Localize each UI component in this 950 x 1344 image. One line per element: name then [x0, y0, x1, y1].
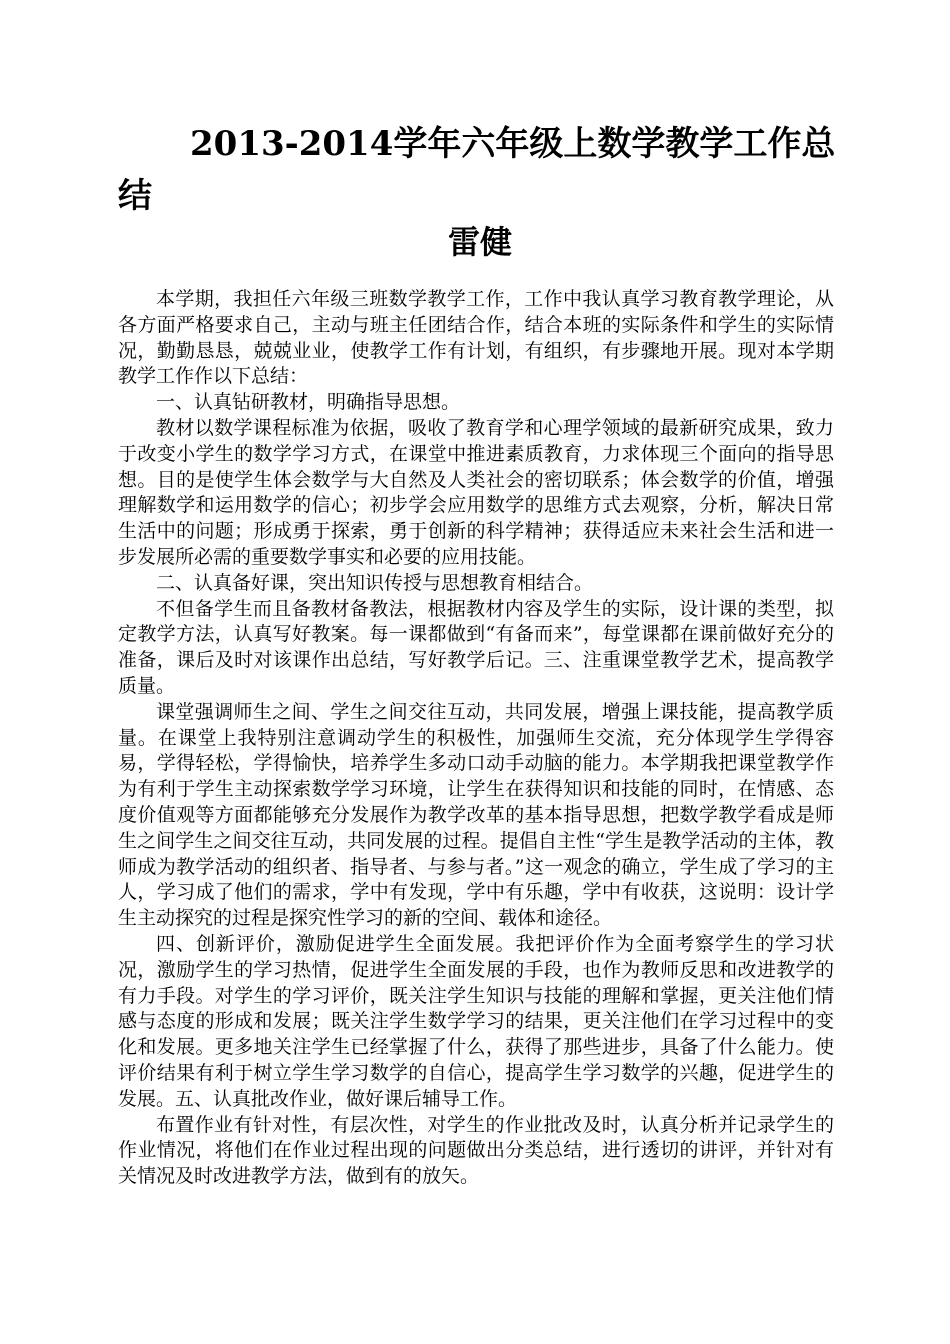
document-title: 2013-2014学年六年级上数学教学工作总结	[118, 124, 836, 216]
paragraph-section-4: 四、创新评价，激励促进学生全面发展。我把评价作为全面考察学生的学习状况，激励学生的学习热情，促进学生全面发展的手段，也作为教师反思和改进教学的有力手段。对学生的学习评价，既关注学生知识与技能的理解和掌握，更关注他们情感与态度的形成和发展；既关注学生数学学习的结果，更关注他们在学习过程中的变化和发展。更多地关注学生已经掌握了什么，获得了那些进步，具备了什么能力。使评价结果有利于树立学生学习数学的自信心，提高学生学习数学的兴趣，促进学生的发展。五、认真批改作业，做好课后辅导工作。	[118, 932, 834, 1110]
document-body	[118, 287, 834, 1190]
paragraph-section-3: 课堂强调师生之间、学生之间交往互动，共同发展，增强上课技能，提高教学质量。在课堂上我特别注意调动学生的积极性，加强师生交流，充分体现学生学得容易，学得轻松，学得愉快，培养学生多动口动手动脑的能力。本学期我把课堂教学作为有利于学生主动探索数学学习环境，让学生在获得知识和技能的同时，在情感、态度价值观等方面都能够充分发展作为教学改革的基本指导思想，把数学教学看成是师生之间学生之间交往互动，共同发展的过程。提倡自主性“学生是教学活动的主体，教师成为教学活动的组织者、指导者、与参与者。”这一观念的确立，学生成了学习的主人，学习成了他们的需求，学中有发现，学中有乐趣，学中有收获，这说明：设计学生主动探究的过程是探究性学习的新的空间、载体和途径。	[118, 700, 834, 930]
paragraph-section-5: 布置作业有针对性，有层次性，对学生的作业批改及时，认真分析并记录学生的作业情况，将他们在作业过程出现的问题做出分类总结，进行透切的讲评，并针对有关情况及时改进教学方法，做到有的放矢。	[118, 1113, 834, 1188]
paragraph-intro: 本学期，我担任六年级三班数学教学工作，工作中我认真学习教育教学理论，从各方面严格要求自己，主动与班主任团结合作，结合本班的实际条件和学生的实际情况，勤勤恳恳，兢兢业业，使教学工作有计划，有组织，有步骤地开展。现对本学期教学工作作以下总结：	[118, 288, 834, 388]
paragraph-section-2: 不但备学生而且备教材备教法，根据教材内容及学生的实际，设计课的类型，拟定教学方法，认真写好教案。每一课都做到“有备而来”，每堂课都在课前做好充分的准备，课后及时对该课作出总结，写好教学后记。三、注重课堂教学艺术，提高教学质量。	[118, 597, 834, 697]
paragraph-section-1: 教材以数学课程标准为依据，吸收了教育学和心理学领域的最新研究成果，致力于改变小学生的数学学习方式，在课堂中推进素质教育，力求体现三个面向的指导思想。目的是使学生体会数学与大自然及人类社会的密切联系；体会数学的价值，增强理解数学和运用数学的信心；初步学会应用数学的思维方式去观察，分析，解决日常生活中的问题；形成勇于探索，勇于创新的科学精神；获得适应未来社会生活和进一步发展所必需的重要数学事实和必要的应用技能。	[118, 416, 834, 568]
document-author: 雷健	[447, 223, 512, 261]
section-heading-1: 一、认真钻研教材，明确指导思想。	[156, 391, 461, 414]
section-heading-2: 二、认真备好课，突出知识传授与思想教育相结合。	[156, 571, 594, 594]
